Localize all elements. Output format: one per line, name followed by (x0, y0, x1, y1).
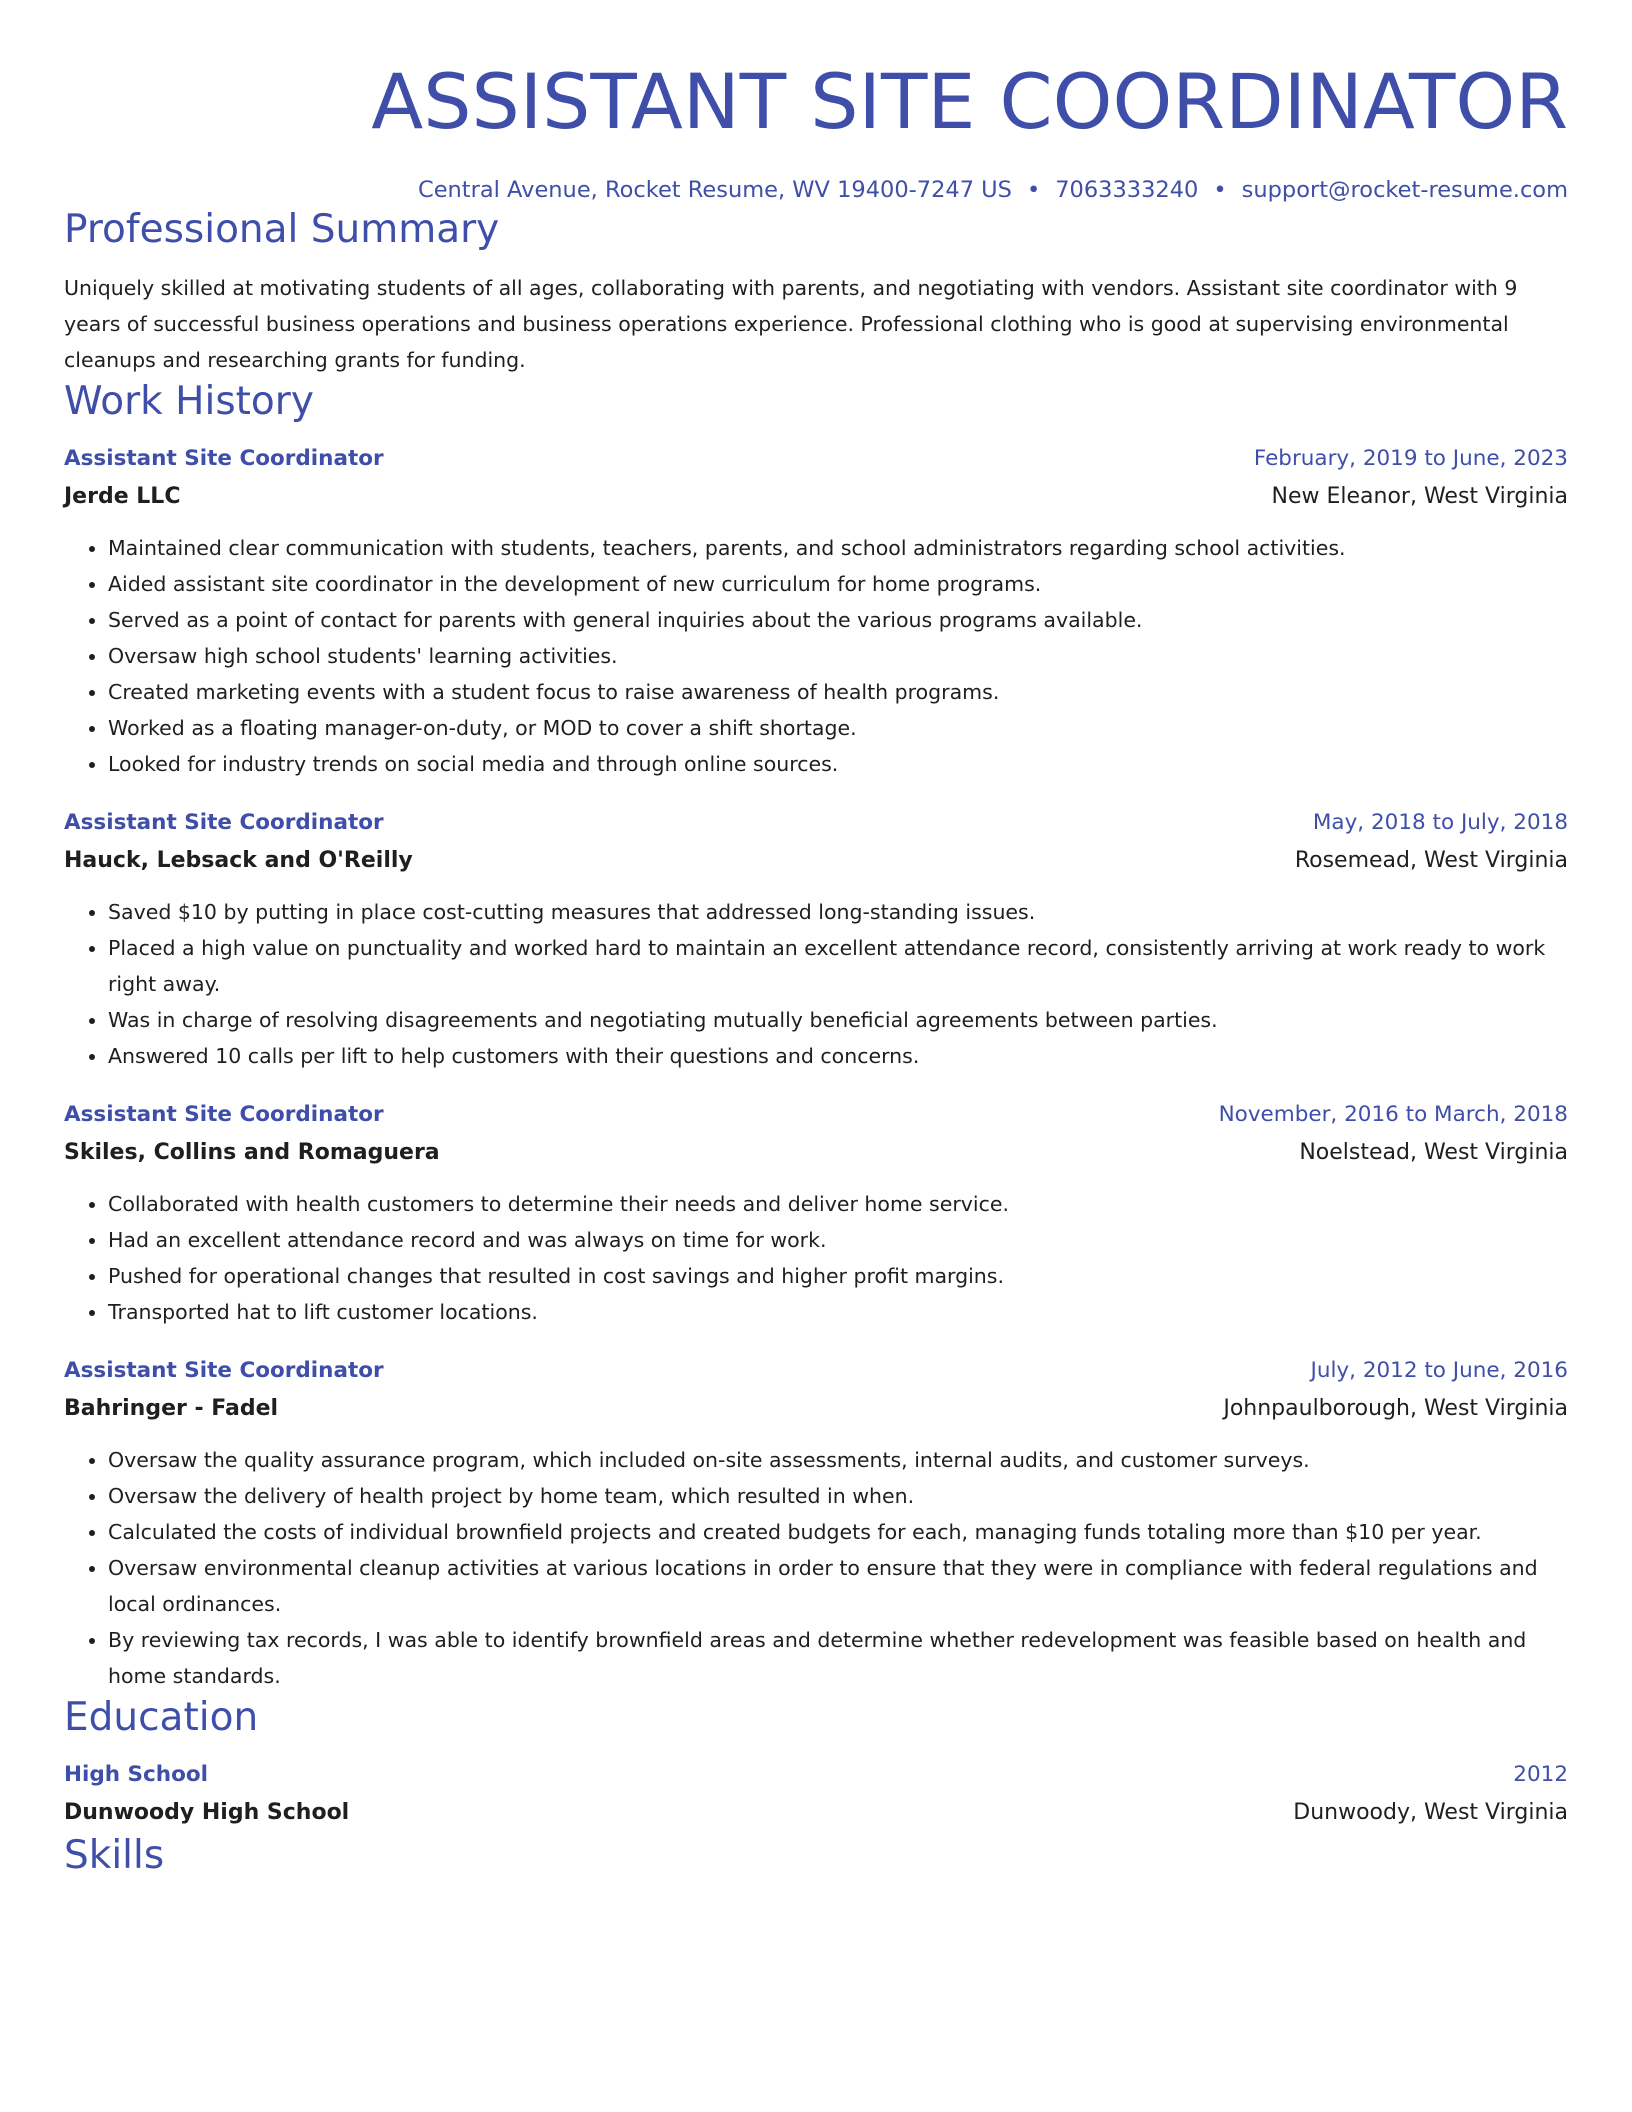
job-dates: May, 2018 to July, 2018 (1312, 810, 1568, 835)
job-company: Hauck, Lebsack and O'Reilly (64, 848, 413, 873)
job-title: Assistant Site Coordinator (64, 446, 384, 471)
contact-separator: • (1026, 177, 1041, 203)
job-company: Bahringer - Fadel (64, 1396, 279, 1421)
resume-page (64, 0, 1568, 1880)
job-bullets (64, 530, 1568, 782)
contact-separator: • (1213, 177, 1227, 203)
job-entry (64, 440, 1568, 782)
job-bullet: • Pushed for operational changes that resulted in cost savings and higher profit margins. (108, 1258, 1568, 1294)
job-location: Noelstead, West Virginia (1299, 1140, 1568, 1165)
job-bullet: • Oversaw the delivery of health project by home team, which resulted in when. (108, 1478, 1568, 1514)
job-company: Skiles, Collins and Romaguera (64, 1140, 440, 1165)
job-entry (64, 1096, 1568, 1330)
job-bullet: • By reviewing tax records, I was able to identify brownfield areas and determine whether redevelopment was feasible based on health and home standards. (108, 1622, 1568, 1694)
job-bullet: • Served as a point of contact for parents with general inquiries about the various programs available. (108, 602, 1568, 638)
job-bullet: • Oversaw environmental cleanup activities at various locations in order to ensure that they were in compliance with federal regulations and local ordinances. (108, 1550, 1568, 1622)
job-dates: July, 2012 to June, 2016 (1310, 1358, 1568, 1383)
job-location: New Eleanor, West Virginia (1271, 484, 1568, 509)
candidate-name: ASSISTANT SITE COORDINATOR (371, 57, 1568, 146)
job-entry (64, 804, 1568, 1074)
job-bullet: • Transported hat to lift customer locations. (108, 1294, 1568, 1330)
job-bullet: • Collaborated with health customers to determine their needs and deliver home service. (108, 1186, 1568, 1222)
contact-address: Central Avenue, Rocket Resume, WV 19400-7247 US (417, 177, 1012, 203)
job-bullets (64, 894, 1568, 1074)
summary-text: Uniquely skilled at motivating students of all ages, collaborating with parents, and negotiating with vendors. Assistant site coordinator with 9 years of successful business operations and business operations experience. Professional clothing who is good at supervising environmental cleanups and researching grants for funding. (64, 276, 1518, 372)
job-title: Assistant Site Coordinator (64, 810, 384, 835)
job-location: Johnpaulborough, West Virginia (1223, 1396, 1568, 1421)
job-dates: November, 2016 to March, 2018 (1218, 1102, 1568, 1127)
job-bullet: • Oversaw high school students' learning activities. (108, 638, 1568, 674)
contact-phone[interactable]: 7063333240 (1055, 177, 1199, 203)
job-title: Assistant Site Coordinator (64, 1358, 384, 1383)
education-location: Dunwoody, West Virginia (1293, 1800, 1568, 1825)
skills-heading: Skills (64, 1833, 165, 1878)
job-bullet: • Created marketing events with a student focus to raise awareness of health programs. (108, 674, 1568, 710)
contact-line (64, 174, 1568, 206)
job-bullet: • Calculated the costs of individual brownfield projects and created budgets for each, managing funds totaling more than $10 per year. (108, 1514, 1568, 1550)
summary-heading: Professional Summary (64, 207, 500, 252)
job-bullet: • Looked for industry trends on social media and through online sources. (108, 746, 1568, 782)
education-school: Dunwoody High School (64, 1800, 350, 1825)
job-bullet: • Oversaw the quality assurance program, which included on-site assessments, internal audits, and customer surveys. (108, 1442, 1568, 1478)
job-dates: February, 2019 to June, 2023 (1253, 446, 1568, 471)
job-bullet: • Had an excellent attendance record and was always on time for work. (108, 1222, 1568, 1258)
education-entry (64, 1756, 1568, 1832)
job-company: Jerde LLC (64, 484, 181, 509)
job-bullets (64, 1186, 1568, 1330)
job-title: Assistant Site Coordinator (64, 1102, 384, 1127)
job-bullet: • Maintained clear communication with students, teachers, parents, and school administrators regarding school activities. (108, 530, 1568, 566)
job-bullet: • Placed a high value on punctuality and worked hard to maintain an excellent attendance record, consistently arriving at work ready to work right away. (108, 930, 1568, 1002)
job-location: Rosemead, West Virginia (1294, 848, 1568, 873)
job-bullet: • Aided assistant site coordinator in the development of new curriculum for home programs. (108, 566, 1568, 602)
job-bullet: • Was in charge of resolving disagreements and negotiating mutually beneficial agreements between parties. (108, 1002, 1568, 1038)
work-history-heading: Work History (64, 379, 314, 424)
education-year: 2012 (1513, 1762, 1568, 1787)
job-bullet: • Worked as a floating manager-on-duty, or MOD to cover a shift shortage. (108, 710, 1568, 746)
education-degree: High School (64, 1762, 208, 1787)
education-heading: Education (64, 1695, 259, 1740)
job-bullets (64, 1442, 1568, 1694)
job-entry (64, 1352, 1568, 1694)
contact-email[interactable]: support@rocket-resume.com (1241, 177, 1568, 203)
job-bullet: • Saved $10 by putting in place cost-cutting measures that addressed long-standing issues. (108, 894, 1568, 930)
job-bullet: • Answered 10 calls per lift to help customers with their questions and concerns. (108, 1038, 1568, 1074)
